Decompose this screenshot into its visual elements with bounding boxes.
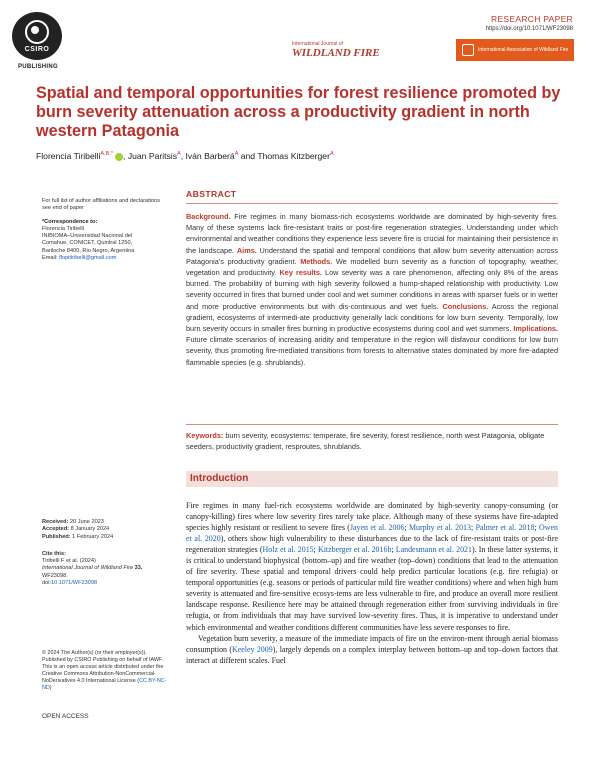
keywords-text: burn severity, ecosystems: temperate, fire severity, forest resilience, north west Patagonia, obligate seeders, productivity gradient, resproutes, shrublands. — [186, 431, 545, 451]
correspondence-line: Florencia Tiribelli — [42, 225, 84, 232]
license-link[interactable]: CC BY-NC-ND — [42, 678, 167, 691]
citation-link[interactable]: Jayen et al. 2006 — [349, 523, 405, 533]
cite-line: WF23098. — [42, 572, 68, 579]
association-name: International Association of Wildland Fire — [478, 47, 569, 53]
citation-separator: ; — [391, 545, 396, 555]
results-text: Low severity was a rare phenomenon, affecting only 8% of the areas burned. The probability of burning with high severity followed a hump-shaped relationship with productivity. Low severity occurred in fires that burned under cool and wet summer conditions in areas with sparser fuels or in wetter and more productive environments but with dis-continuous and wet fuels. — [186, 268, 559, 311]
citation-link[interactable]: Murphy et al. 2013 — [409, 523, 471, 533]
article-type: RESEARCH PAPER — [491, 14, 573, 24]
iawf-logo-icon — [462, 44, 474, 56]
csiro-logo-text: CSIRO — [24, 45, 50, 53]
text-span: Vegetation burn severity, a measure of the immediate impacts of fire on the environ-ment through aerial biomass consumption ( — [186, 633, 558, 654]
cite-doi-label: doi: — [42, 580, 52, 587]
background-label: Background. — [186, 212, 231, 221]
background-text: Fire regimes in many biomass-rich ecosystems worldwide are dominated by high-severity fires. Many of these systems lack fire-resistant traits or post-fire regeneration strategies. Understanding under which environmental and weather conditions they experience less severe fire is crucial for maintaining their persistence in the landscape. — [186, 212, 558, 255]
methods-text: We modelled burn severity as a function of topography, weather, vegetation and productivity. — [186, 256, 559, 278]
author-separator: , — [123, 151, 128, 161]
citation-link[interactable]: Keeley 2009 — [232, 644, 273, 654]
citation-link[interactable]: Owen et al. 2020 — [186, 523, 558, 544]
cite-label: Cite this: — [42, 550, 66, 557]
cite-line: Tiribelli F et al. (2024) — [42, 558, 96, 565]
text-span: ), largely depends on a complex interplay between bottom–up and top–down factors that interact at different scales. Fuel — [186, 644, 558, 665]
author-name[interactable]: Florencia Tiribelli — [36, 151, 101, 161]
citation-link[interactable]: Holz et al. 2015 — [262, 545, 314, 555]
author-affiliation: A — [234, 151, 239, 158]
correspondence-line: Bariloche 8400, Rio Negro, Argentina — [42, 247, 135, 254]
orcid-icon[interactable] — [115, 153, 123, 161]
author-affiliation: A,B,* — [100, 151, 114, 158]
text-span: ). In these latter systems, it is critical to understand biophysical (bottom–up) and fire weather (top–down) conditions that lead to the attenuation of fire severity. These spatial and temporal drivers could help predict particular locations (e.g. fire refugia) or temporal opportunities (e.g. seasons or periods of particular mild fire weather conditions) where and when high burn severity is attenuated and fire-sensitive ecosys-tems are less vulnerable to fire, and produce an overall more resilient landscape response. Resilience here may be attained through regeneration either from surviving individuals in fire refugia, or from individuals that may have survived low-severity fires. Thus, it is imperative to understand under which environmental and weather conditions different communities have less severe responses to fire. — [186, 545, 558, 632]
received-label: Received: — [42, 519, 69, 525]
citation-separator: ; — [534, 523, 540, 533]
keywords — [186, 430, 558, 452]
accepted-date: 8 January 2024 — [69, 526, 110, 533]
intro-heading: Introduction — [190, 473, 249, 484]
abstract-divider — [186, 203, 558, 204]
conclusions-text: Across the regional gradient, ecosystems of intermedi-ate productivity generally lack conditions for low burn severity. Temporally, low burn severity occurs in smaller fires burning in productive ecosystems during cool and wet summers. — [186, 301, 558, 334]
cite-journal: International Journal of Wildland Fire — [42, 565, 134, 572]
publishing-label: PUBLISHING — [17, 64, 58, 70]
correspondence-line: Comahue, CONICET, Quintral 1250, — [42, 240, 133, 247]
author-name[interactable]: Iván Barberá — [185, 151, 235, 161]
email-label: Email: — [42, 255, 60, 262]
author-name[interactable]: Thomas Kitzberger — [257, 151, 330, 161]
citation-link[interactable]: Kitzberger et al. 2016b — [317, 545, 392, 555]
license-text-end: ) — [49, 685, 52, 691]
journal-banner — [286, 39, 574, 61]
affiliation-note: For full list of author affiliations and declarations see end of paper — [42, 198, 161, 212]
aims-text: Understand the spatial and temporal conditions that allow burn severity attenuation across Patagonia's productivity gradient. — [186, 245, 559, 266]
open-access-label: OPEN ACCESS — [42, 713, 89, 720]
implications-label: Implications. — [513, 324, 558, 334]
correspondence-line: INIBIOMA–Universidad Nacional del — [42, 233, 133, 240]
cite-doi-link[interactable]: 10.1071/WF23098 — [51, 580, 98, 587]
correspondence-label: *Correspondence to: — [42, 218, 98, 225]
accepted-label: Accepted: — [42, 526, 70, 533]
email-link[interactable]: flopitiribelli@gmail.com — [59, 255, 117, 262]
doi-link[interactable]: https://doi.org/10.1071/WF23098 — [485, 26, 573, 32]
abstract-heading: ABSTRACT — [186, 189, 237, 199]
published-date: 1 February 2024 — [70, 533, 114, 540]
license-statement — [42, 650, 168, 692]
author-affiliation: A — [329, 151, 334, 158]
sidebar-dates — [42, 519, 170, 587]
author-separator: , — [180, 151, 186, 161]
received-date: 20 June 2023 — [68, 519, 104, 525]
csiro-logo — [12, 12, 62, 60]
journal-small-label: International Journal of — [292, 41, 343, 47]
author-separator: and — [238, 151, 258, 161]
author-name[interactable]: Juan Paritsis — [127, 151, 178, 161]
citation-separator: ; — [313, 545, 318, 555]
author-list — [36, 151, 576, 161]
published-label: Published: — [42, 533, 71, 540]
cite-volume: 33, — [133, 565, 143, 572]
license-text: © 2024 The Author(s) (or their employer(s)). Published by CSIRO Publishing on behalf of IAWF. This is an open access article distributed under the Creative Commons Attribution-NonCommercial-NoDerivatives 4.0 International License ( — [42, 650, 164, 684]
methods-label: Methods. — [300, 256, 333, 266]
csiro-emblem-icon — [25, 20, 49, 44]
citation-link[interactable]: Landesmann et al. 2021 — [395, 545, 472, 555]
intro-body — [186, 500, 558, 666]
intro-paragraph — [186, 500, 558, 633]
implications-text: Future climate scenarios of increasing aridity and temperature in the region will disfavour conditions for low burn severity, thus promoting fire-mediated transitions from forests to alternative states dominated by more fire-adapted flammable species (e.g. shrublands). — [186, 335, 558, 367]
aims-label: Aims. — [236, 245, 257, 255]
abstract-text — [186, 211, 558, 368]
keywords-divider — [186, 424, 558, 425]
citation-link[interactable]: Palmer et al. 2018 — [475, 523, 535, 533]
citation-separator: ; — [404, 523, 409, 533]
citation-separator: ; — [470, 523, 476, 533]
sidebar-correspondence — [42, 198, 170, 262]
article-title: Spatial and temporal opportunities for forest resilience promoted by burn severity attenuation across a productivity gradient in north western Patagonia — [36, 84, 561, 140]
intro-paragraph — [186, 633, 558, 666]
author-affiliation: A — [177, 151, 181, 158]
keywords-label: Keywords: — [186, 431, 224, 440]
text-span: ), others show high vulnerability to these disturbances due to the lack of fire-resistant traits or post-fire regeneration strategies ( — [186, 534, 558, 555]
journal-name: WILDLAND FIRE — [292, 47, 380, 59]
results-label: Key results. — [279, 268, 322, 278]
conclusions-label: Conclusions. — [442, 301, 489, 311]
text-span: Fire regimes in many fuel-rich ecosystems worldwide are dominated by high-severity canopy-consuming (or canopy-killing) fires where low severity fires rarely take place. Although many of these systems have fire-adapted species highly resistant or resilient to severe fires ( — [186, 501, 558, 533]
